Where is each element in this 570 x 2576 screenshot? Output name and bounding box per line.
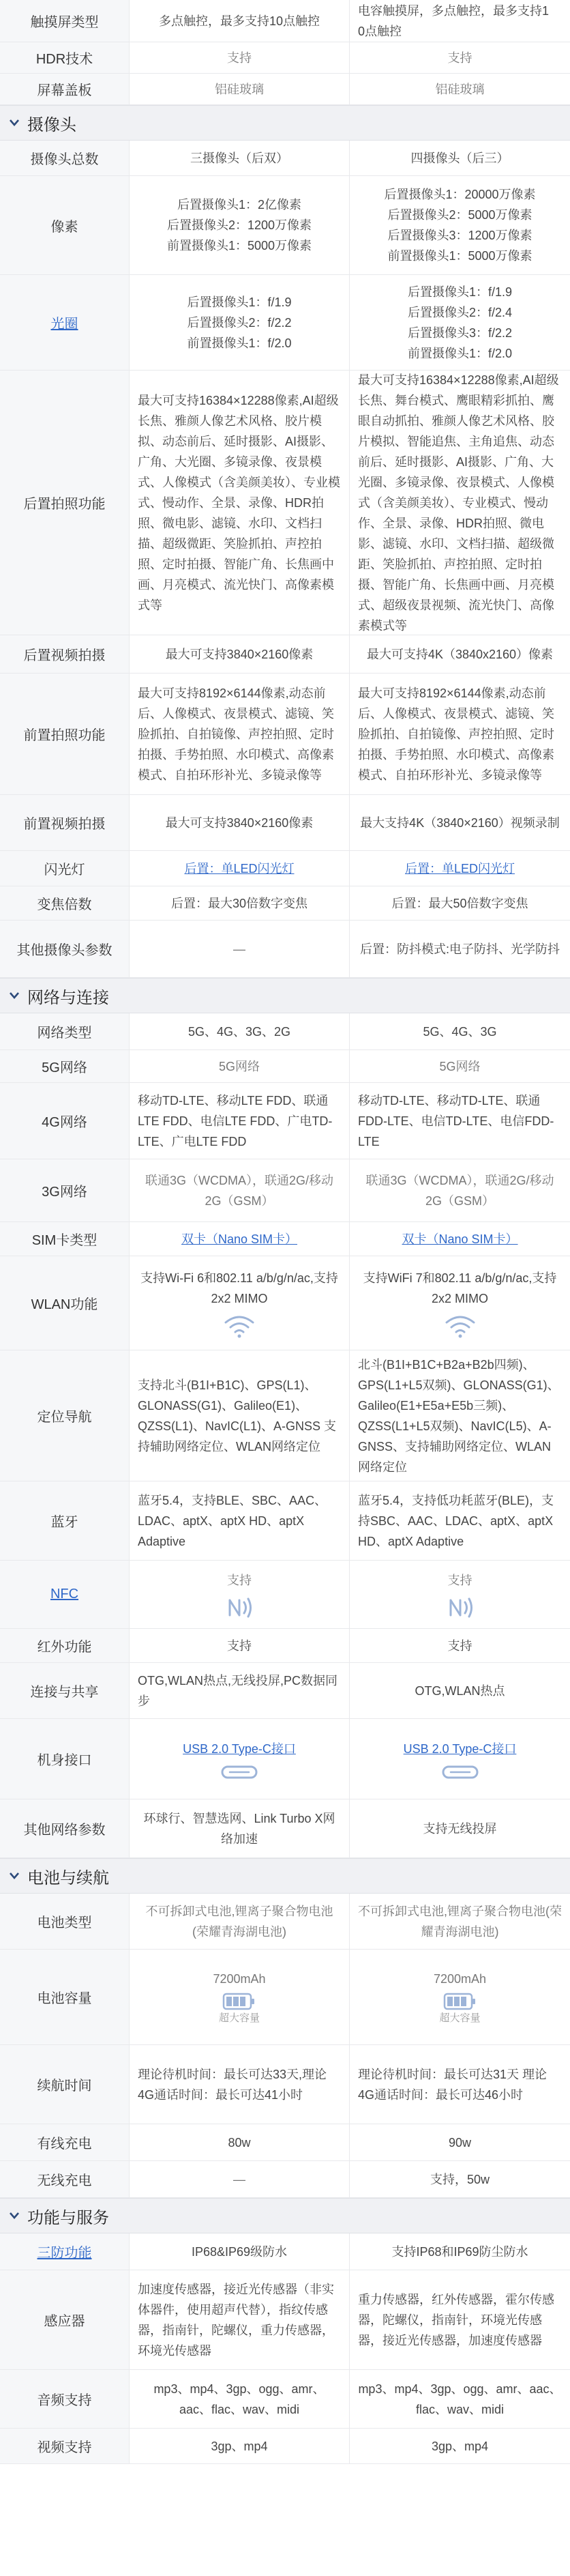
spec-row-battery-type: [0, 1894, 570, 1950]
spec-label: 摄像头总数: [0, 141, 130, 175]
spec-label: 定位导航: [0, 1350, 130, 1481]
spec-row-wired-charge: [0, 2124, 570, 2161]
spec-label: 3G网络: [0, 1159, 130, 1221]
nfc-link[interactable]: NFC: [0, 1561, 130, 1628]
spec-value-2: 后置摄像头1：f/1.9 后置摄像头2：f/2.4 后置摄像头3：f/2.2 前置摄像头1：f/2.0: [407, 285, 513, 360]
spec-label: 前置拍照功能: [0, 674, 130, 794]
spec-row-rear-photo: [0, 371, 570, 635]
spec-value-2: 蓝牙5.4，支持低功耗蓝牙(BLE)，支持SBC、AAC、LDAC、aptX、aptX HD、aptX Adaptive: [358, 1493, 554, 1548]
spec-label: 前置视频拍摄: [0, 795, 130, 850]
spec-row-4g: [0, 1083, 570, 1159]
spec-value-2: 支持IP68和IP69防尘防水: [391, 2244, 528, 2259]
spec-row-aperture: [0, 275, 570, 371]
wifi-icon: [444, 1314, 477, 1339]
spec-label: 后置拍照功能: [0, 371, 130, 635]
section-title: 网络与连接: [27, 988, 109, 1007]
spec-value-2: 7200mAh: [433, 1971, 487, 1986]
spec-value-1: 环球行、智慧选网、Link Turbo X网络加速: [143, 1811, 335, 1846]
capacity-badge: 超大容量: [439, 2012, 481, 2024]
spec-value-2: 重力传感器，红外传感器，霍尔传感器，陀螺仪，指南针，环境光传感器，接近光传感器，加速度传感器: [358, 2292, 554, 2347]
flash-link-2[interactable]: 后置：单LED闪光灯: [404, 861, 515, 875]
spec-value-1: 铝硅玻璃: [215, 82, 264, 96]
spec-value-1: mp3、mp4、3gp、ogg、amr、aac、flac、wav、midi: [153, 2382, 325, 2416]
spec-value-2: 3gp、mp4: [431, 2439, 489, 2453]
spec-value-2: 联通3G（WCDMA），联通2G/移动2G（GSM）: [365, 1173, 554, 1208]
spec-row-wireless-charge: [0, 2161, 570, 2198]
spec-label: 视频支持: [0, 2429, 130, 2463]
spec-label: 电池类型: [0, 1894, 130, 1949]
spec-label: 屏幕盖板: [0, 74, 130, 104]
spec-row-zoom: [0, 886, 570, 921]
section-camera[interactable]: [0, 105, 570, 141]
spec-value-2: 支持: [447, 50, 472, 65]
spec-value-1: OTG,WLAN热点,无线投屏,PC数据同步: [138, 1673, 338, 1708]
spec-value-1: 多点触控，最多支持10点触控: [158, 14, 320, 28]
spec-value-2: 后置摄像头1：20000万像素 后置摄像头2：5000万像素 后置摄像头3：1200万像素 前置摄像头1：5000万像素: [384, 188, 536, 263]
spec-label: 像素: [0, 176, 130, 274]
spec-value-1: 最大可支持16384×12288像素,AI超级长焦、雅颜人像艺术风格、胶片模拟、动态前后、延时摄影、AI摄影、广角、大光圈、多镜录像、夜景模式、人像模式（含美颜美妆）、专业模式、慢动作、全景、录像、HDR拍照、微电影、滤镜、水印、文档扫描、超级微距、笑脸抓拍、声控拍照、定时拍摄、智能广角、长焦画中画、月亮模式、流光快门、高像素模式等: [138, 393, 340, 612]
spec-value-1: 5G网络: [218, 1059, 260, 1073]
spec-row-rear-video: [0, 635, 570, 674]
spec-label: 红外功能: [0, 1629, 130, 1662]
spec-value-2: 不可拆卸式电池,锂离子聚合物电池(荣耀青海湖电池): [358, 1904, 562, 1939]
spec-value-2: 后置：防抖模式:电子防抖、光学防抖: [360, 942, 560, 956]
spec-value-1: —: [233, 2172, 245, 2186]
spec-label: 其他摄像头参数: [0, 921, 130, 977]
spec-value-2: 5G、4G、3G: [423, 1024, 497, 1039]
spec-label: 机身接口: [0, 1719, 130, 1799]
spec-row-network-type: [0, 1013, 570, 1050]
chevron-down-icon: [7, 2208, 22, 2223]
spec-row-5g: [0, 1050, 570, 1083]
spec-row-front-photo: [0, 674, 570, 795]
section-title: 功能与服务: [27, 2208, 109, 2227]
spec-value-1: 联通3G（WCDMA），联通2G/移动2G（GSM）: [145, 1173, 333, 1208]
spec-value-2: 电容触摸屏，多点触控，最多支持1 0点触控: [358, 3, 550, 38]
section-features[interactable]: [0, 2198, 570, 2233]
spec-row-hdr: [0, 42, 570, 74]
spec-value-1: IP68&IP69级防水: [191, 2244, 288, 2259]
spec-row-port: [0, 1719, 570, 1799]
usb-c-icon: [441, 1765, 479, 1780]
spec-value-1: 理论待机时间：最长可达33天,理论4G通话时间：最长可达41小时: [138, 2067, 327, 2102]
spec-label: 触摸屏类型: [0, 0, 130, 42]
spec-value-1: 5G、4G、3G、2G: [188, 1024, 291, 1039]
spec-value-2: 支持，50w: [430, 2172, 490, 2186]
spec-value-2: OTG,WLAN热点: [415, 1683, 505, 1698]
spec-value-1: 支持: [227, 1638, 252, 1653]
battery-icon: [443, 1992, 477, 2011]
spec-row-battery-capacity: [0, 1950, 570, 2045]
spec-value-1: 后置摄像头1：f/1.9 后置摄像头2：f/2.2 前置摄像头1：f/2.0: [187, 295, 292, 350]
spec-value-2: mp3、mp4、3gp、ogg、amr、aac、flac、wav、midi: [358, 2382, 562, 2416]
spec-value-1: 最大可支持8192×6144像素,动态前后、人像模式、夜景模式、滤镜、笑脸抓拍、自拍镜像、声控拍照、定时拍摄、手势拍照、水印模式、高像素模式、自拍环形补光、多镜录像等: [138, 686, 334, 782]
spec-row-bluetooth: [0, 1481, 570, 1561]
spec-value-1: 移动TD-LTE、移动LTE FDD、联通LTE FDD、电信LTE FDD、广电TD-LTE、广电LTE FDD: [138, 1093, 333, 1148]
section-title: 电池与续航: [27, 1868, 109, 1887]
spec-label: 蓝牙: [0, 1481, 130, 1560]
spec-label: 闪光灯: [0, 851, 130, 886]
spec-value-2: 支持WiFi 7和802.11 a/b/g/n/ac,支持2x2 MIMO: [363, 1271, 557, 1305]
spec-value-2: 北斗(B1I+B1C+B2a+B2b四频)、GPS(L1+L5双频)、GLONASS(G1)、Galileo(E1+E5a+E5b三频)、QZSS(L1+L5双频)、NavIC(L5)、A-GNSS、支持辅助网络定位、WLAN网络定位: [358, 1357, 560, 1474]
spec-row-front-video: [0, 795, 570, 851]
spec-value-2: 最大可支持16384×12288像素,AI超级长焦、舞台模式、鹰眼精彩抓拍、鹰眼自动抓拍、雅颜人像艺术风格、胶片模拟、智能追焦、主角追焦、动态前后、延时摄影、AI摄影、广角、大光圈、多镜录像、夜景模式、人像模式（含美颜美妆）、专业模式、慢动作、全景、录像、HDR拍照、微电影、滤镜、水印、文档扫描、超级微距、笑脸抓拍、声控拍照、定时拍摄、智能广角、长焦画中画、月亮模式、超级夜景视频、流光快门、高像素模式等: [358, 373, 559, 633]
spec-label: 后置视频拍摄: [0, 635, 130, 673]
spec-label: 其他网络参数: [0, 1799, 130, 1857]
spec-value-2: 理论待机时间：最长可达31天 理论4G通话时间：最长可达46小时: [358, 2067, 548, 2102]
chevron-down-icon: [7, 1868, 22, 1883]
spec-value-1: 后置：最大30倍数字变焦: [170, 896, 308, 910]
spec-value-1: 支持北斗(B1I+B1C)、GPS(L1)、GLONASS(G1)、Galileo(E1)、QZSS(L1)、NavIC(L1)、A-GNSS 支持辅助网络定位、WLAN网络定位: [138, 1378, 337, 1453]
spec-row-sim: [0, 1222, 570, 1256]
spec-value-1: —: [233, 942, 245, 956]
spec-row-3g: [0, 1159, 570, 1222]
spec-value-2: 支持无线投屏: [423, 1821, 497, 1836]
spec-row-nfc: [0, 1561, 570, 1629]
section-battery[interactable]: [0, 1858, 570, 1894]
spec-label: 连接与共享: [0, 1663, 130, 1718]
nfc-icon: [226, 1596, 253, 1619]
spec-value-1: 支持: [227, 1573, 252, 1587]
capacity-badge: 超大容量: [218, 2012, 260, 2024]
spec-row-pixels: [0, 176, 570, 275]
spec-value-2: 5G网络: [439, 1059, 481, 1073]
usb-link-2[interactable]: USB 2.0 Type-C接口: [403, 1741, 517, 1756]
spec-value-2: 支持: [447, 1573, 472, 1587]
battery-icon: [222, 1992, 256, 2011]
spec-value-1: 支持: [227, 50, 252, 65]
spec-label: 5G网络: [0, 1050, 130, 1082]
spec-row-share: [0, 1663, 570, 1719]
nfc-icon: [447, 1596, 474, 1619]
spec-row-flash: [0, 851, 570, 886]
spec-row-waterproof: [0, 2233, 570, 2270]
section-network[interactable]: [0, 978, 570, 1013]
spec-value-1: 80w: [228, 2135, 251, 2150]
spec-value-1: 支持Wi-Fi 6和802.11 a/b/g/n/ac,支持2x2 MIMO: [140, 1271, 338, 1305]
spec-value-2: 90w: [448, 2135, 472, 2150]
spec-value-1: 7200mAh: [213, 1971, 266, 1986]
spec-label: HDR技术: [0, 42, 130, 73]
spec-label: 无线充电: [0, 2161, 130, 2197]
spec-label: 电池容量: [0, 1950, 130, 2044]
spec-row-network-other: [0, 1799, 570, 1858]
flash-link-1[interactable]: 后置：单LED闪光灯: [184, 861, 295, 875]
sim-link-1[interactable]: 双卡（Nano SIM卡）: [181, 1232, 298, 1246]
spec-label: 变焦倍数: [0, 886, 130, 920]
spec-label: 网络类型: [0, 1013, 130, 1050]
spec-label: 4G网络: [0, 1083, 130, 1159]
spec-row-sensor: [0, 2270, 570, 2370]
spec-row-touch-type: [0, 0, 570, 42]
spec-label: 感应器: [0, 2270, 130, 2369]
spec-value-1: 最大可支持3840×2160像素: [165, 647, 314, 661]
spec-label: SIM卡类型: [0, 1222, 130, 1256]
sim-link-2[interactable]: 双卡（Nano SIM卡）: [402, 1232, 518, 1246]
spec-value-2: 最大可支持4K（3840x2160）像素: [366, 647, 554, 661]
spec-value-2: 后置：最大50倍数字变焦: [391, 896, 528, 910]
wifi-icon: [223, 1314, 256, 1339]
spec-value-1: 蓝牙5.4，支持BLE、SBC、AAC、LDAC、aptX、aptX HD、aptX Adaptive: [138, 1493, 327, 1548]
spec-row-infrared: [0, 1629, 570, 1663]
spec-row-camera-total: [0, 141, 570, 176]
spec-value-1: 最大可支持3840×2160像素: [165, 815, 314, 830]
usb-c-icon: [220, 1765, 258, 1780]
spec-row-gps: [0, 1350, 570, 1481]
spec-row-video: [0, 2429, 570, 2464]
chevron-down-icon: [7, 115, 22, 130]
spec-row-cover-glass: [0, 74, 570, 105]
section-title: 摄像头: [27, 115, 76, 134]
spec-row-audio: [0, 2370, 570, 2429]
spec-label: WLAN功能: [0, 1256, 130, 1350]
spec-label: 有线充电: [0, 2124, 130, 2160]
spec-value-2: 铝硅玻璃: [435, 82, 485, 96]
waterproof-link[interactable]: 三防功能: [0, 2233, 130, 2270]
spec-label: 续航时间: [0, 2045, 130, 2124]
spec-row-battery-life: [0, 2045, 570, 2124]
spec-value-1: 三摄像头（后双）: [190, 151, 288, 165]
spec-value-2: 最大支持4K（3840×2160）视频录制: [360, 815, 560, 830]
spec-value-2: 最大可支持8192×6144像素,动态前后、人像模式、夜景模式、滤镜、笑脸抓拍、自拍镜像、声控拍照、定时拍摄、手势拍照、水印模式、高像素模式、自拍环形补光、多镜录像等: [358, 686, 554, 782]
spec-value-1: 不可拆卸式电池,锂离子聚合物电池(荣耀青海湖电池): [145, 1904, 333, 1939]
spec-label: 音频支持: [0, 2370, 130, 2428]
chevron-down-icon: [7, 988, 22, 1003]
aperture-link[interactable]: 光圈: [0, 275, 130, 370]
spec-value-2: 支持: [447, 1638, 472, 1653]
spec-row-camera-other: [0, 921, 570, 978]
spec-value-1: 3gp、mp4: [211, 2439, 268, 2453]
spec-value-1: 后置摄像头1：2亿像素 后置摄像头2：1200万像素 前置摄像头1：5000万像素: [166, 198, 312, 252]
spec-value-2: 四摄像头（后三）: [410, 151, 509, 165]
spec-value-2: 移动TD-LTE、移动TD-LTE、联通FDD-LTE、电信TD-LTE、电信FDD-LTE: [358, 1093, 554, 1148]
spec-value-1: 加速度传感器，接近光传感器（非实体器件，使用超声代替），指纹传感器，指南针，陀螺仪，重力传感器，环境光传感器: [138, 2282, 334, 2358]
usb-link-1[interactable]: USB 2.0 Type-C接口: [183, 1741, 296, 1756]
spec-row-wlan: [0, 1256, 570, 1350]
